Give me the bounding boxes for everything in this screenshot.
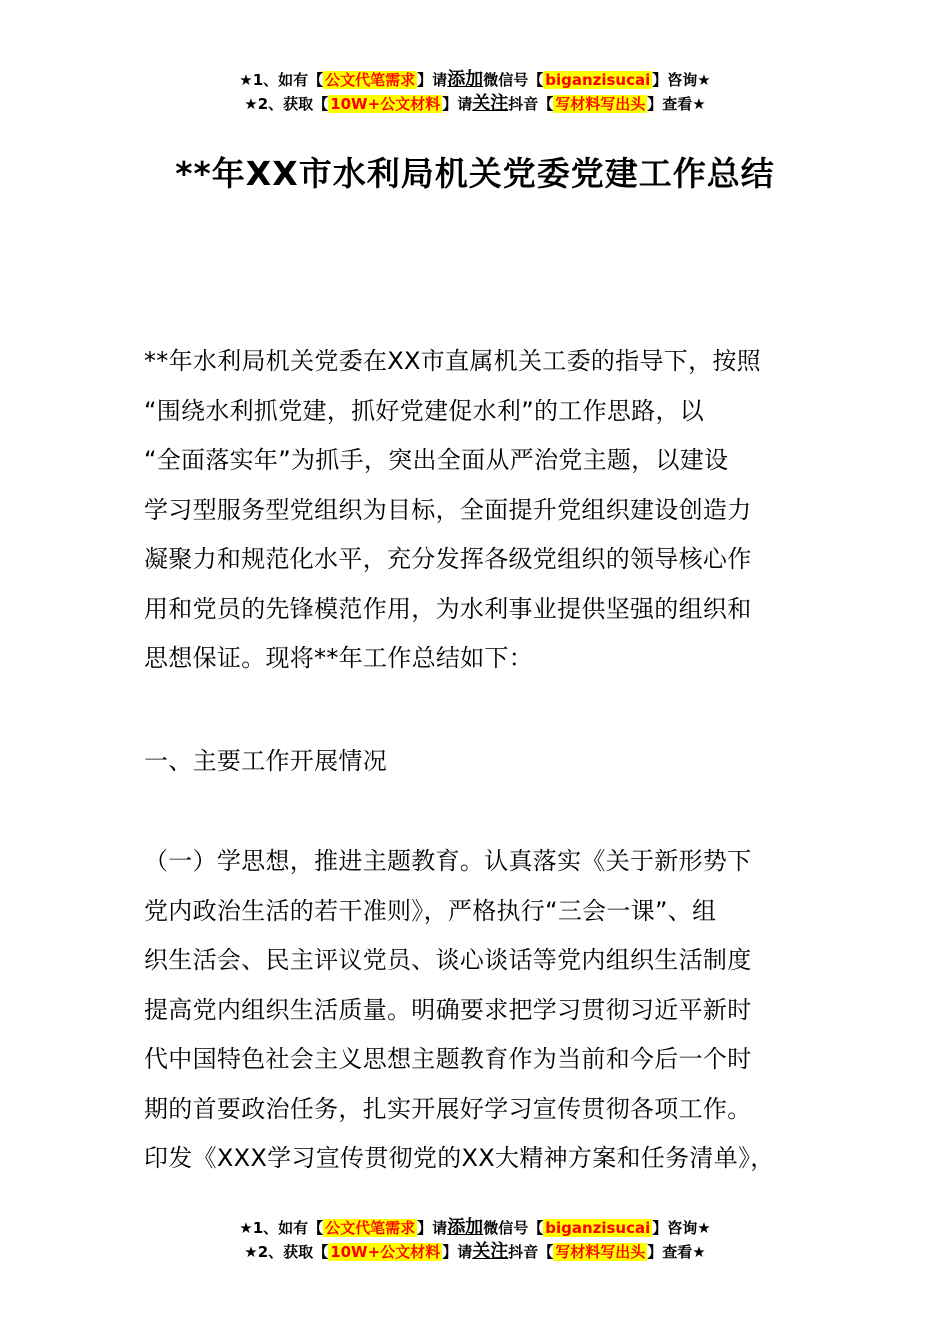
banner-emphasis: 添加 — [447, 1217, 484, 1238]
banner-text: 】咨询★ — [652, 71, 711, 89]
text-line: 提高党内组织生活质量。明确要求把学习贯彻习近平新时 — [144, 995, 752, 1024]
text-line: **年水利局机关党委在XX市直属机关工委的指导下，按照 — [144, 347, 761, 375]
banner-text: ★1、如有【 — [239, 71, 324, 89]
banner-text: ★1、如有【 — [239, 1219, 324, 1237]
heading-text: 一、主要工作开展情况 — [144, 747, 387, 775]
highlight-materials: 10W+公文材料 — [330, 1243, 441, 1261]
highlight-wechat-id: biganzisucai — [545, 71, 651, 89]
text-line: 凝聚力和规范化水平，充分发挥各级党组织的领导核心作 — [144, 545, 752, 573]
highlight-douyin-id: 写材料写出头 — [555, 1243, 646, 1261]
banner-text: ★2、获取【 — [244, 95, 329, 113]
banner-line-1 — [0, 68, 950, 92]
banner-text: 抖音【 — [508, 95, 554, 113]
text-line: 织生活会、民主评议党员、谈心谈话等党内组织生活制度 — [144, 946, 752, 974]
banner-text: 】查看★ — [647, 95, 706, 113]
text-line: 印发《XXX学习宣传贯彻党的XX大精神方案和任务清单》， — [144, 1144, 775, 1172]
text-line: 思想保证。现将**年工作总结如下： — [144, 644, 534, 672]
text-line: 期的首要政治任务，扎实开展好学习宣传贯彻各项工作。 — [144, 1094, 752, 1123]
text-line: “全面落实年”为抓手，突出全面从严治党主题，以建设 — [144, 446, 729, 474]
highlight-materials: 10W+公文材料 — [330, 95, 441, 113]
banner-text: 】请 — [442, 1243, 473, 1261]
section-heading — [144, 737, 824, 787]
text-line: 代中国特色社会主义思想主题教育作为当前和今后一个时 — [144, 1045, 752, 1073]
banner-line-1 — [0, 1216, 950, 1240]
text-line: “围绕水利抓党建，抓好党建促水利”的工作思路，以 — [144, 396, 705, 425]
banner-line-2 — [0, 1240, 950, 1264]
paragraph-section-1 — [144, 837, 824, 1184]
highlight-service: 公文代笔需求 — [325, 71, 416, 89]
banner-emphasis: 添加 — [447, 69, 484, 90]
banner-text: 】请 — [442, 95, 473, 113]
text-line: （一）学思想，推进主题教育。认真落实《关于新形势下 — [144, 847, 752, 875]
bottom-banner — [0, 1216, 950, 1264]
top-banner — [0, 68, 950, 116]
banner-text: 抖音【 — [508, 1243, 554, 1261]
highlight-douyin-id: 写材料写出头 — [555, 95, 646, 113]
highlight-service: 公文代笔需求 — [325, 1219, 416, 1237]
text-line: 学习型服务型党组织为目标，全面提升党组织建设创造力 — [144, 495, 752, 524]
banner-emphasis: 关注 — [472, 93, 509, 114]
banner-line-2 — [0, 92, 950, 116]
banner-text: 】咨询★ — [652, 1219, 711, 1237]
text-line: 党内政治生活的若干准则》，严格执行“三会一课”、组 — [144, 896, 717, 925]
banner-text: ★2、获取【 — [244, 1243, 329, 1261]
banner-text: 】请 — [417, 1219, 448, 1237]
banner-text: 微信号【 — [483, 71, 544, 89]
banner-text: 微信号【 — [483, 1219, 544, 1237]
paragraph-intro — [144, 337, 824, 684]
document-title: **年XX市水利局机关党委党建工作总结 — [175, 154, 775, 193]
banner-text: 】请 — [417, 71, 448, 89]
highlight-wechat-id: biganzisucai — [545, 1219, 651, 1237]
banner-emphasis: 关注 — [472, 1241, 509, 1262]
text-line: 用和党员的先锋模范作用，为水利事业提供坚强的组织和 — [144, 594, 752, 623]
banner-text: 】查看★ — [647, 1243, 706, 1261]
